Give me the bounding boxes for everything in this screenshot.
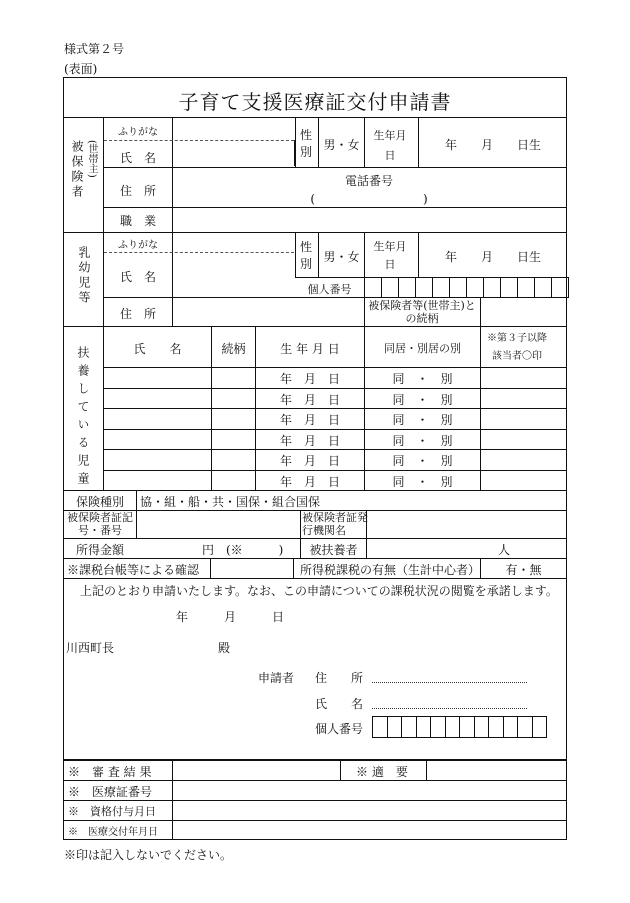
declaration-date[interactable]: 年 月 日 (176, 610, 285, 624)
infant-mynumber-label: 個人番号 (307, 283, 352, 296)
dependent-birth-date[interactable]: 年 月 日 (279, 474, 340, 489)
mynumber-digit-box[interactable] (488, 716, 504, 738)
insured-birth-label: 生年月日 (373, 129, 407, 162)
dependent-birth-date[interactable]: 年 月 日 (279, 392, 340, 407)
dependent-birth-date[interactable]: 年 月 日 (279, 454, 340, 468)
form-title: 子育て支援医療証交付申請書 (178, 90, 452, 114)
insured-sex-label: 性別 (299, 128, 312, 159)
declaration-text: 上記のとおり申請いたします。なお、この申請についての課税状況の閲覧を承諾します。 (80, 584, 558, 598)
mynumber-digit-box[interactable] (364, 277, 382, 298)
dependent-living-option[interactable]: 同 ・ 別 (392, 372, 453, 386)
insured-birth-date[interactable]: 年 月 日生 (444, 138, 541, 152)
mynumber-digit-box[interactable] (466, 277, 484, 298)
dependents-col-birth: 生 年 月 日 (280, 342, 340, 356)
mynumber-digit-box[interactable] (474, 716, 490, 738)
insured-furigana-label: ふりがな (118, 127, 158, 138)
applicant-address-label: 住 所 (315, 671, 364, 685)
addressee: 川西町長 (66, 641, 115, 655)
tax-status-label: 所得税課税の有無（生計中心者） (300, 563, 481, 577)
income-label: 所得金額 (75, 543, 124, 557)
mynumber-digit-box[interactable] (415, 277, 433, 298)
infant-birth-date[interactable]: 年 月 日生 (444, 250, 541, 264)
dependents-col-relation: 続柄 (221, 342, 246, 356)
insurance-card-label: 被保険者証記号・番号 (67, 511, 133, 537)
dependent-living-option[interactable]: 同 ・ 別 (392, 454, 453, 468)
applicant-address-field[interactable] (372, 682, 527, 683)
dependents-col-living: 同居・別居の別 (384, 342, 461, 355)
form-number: 様式第２号 (64, 42, 125, 56)
insured-sex-options[interactable]: 男・女 (323, 138, 360, 152)
infant-birth-label: 生年月日 (373, 240, 407, 271)
dependent-birth-date[interactable]: 年 月 日 (279, 413, 340, 427)
review-result-label: ※ 審 査 結 果 (68, 765, 152, 779)
mynumber-digit-box[interactable] (387, 716, 403, 738)
mynumber-digit-box[interactable] (432, 277, 450, 298)
mynumber-digit-box[interactable] (517, 716, 533, 738)
insured-job-label: 職 業 (119, 214, 156, 228)
honorific: 殿 (218, 641, 231, 655)
tax-status-options[interactable]: 有・無 (505, 563, 542, 577)
dependents-count-unit[interactable]: 人 (498, 543, 511, 557)
footer-note: ※印は記入しないでください。 (64, 848, 233, 862)
side-label: (表面) (64, 62, 98, 76)
infant-sex-options[interactable]: 男・女 (323, 250, 360, 264)
insured-name-label: 氏 名 (119, 151, 156, 165)
mynumber-digit-box[interactable] (503, 716, 519, 738)
mynumber-digit-box[interactable] (483, 277, 501, 298)
dependent-birth-date[interactable]: 年 月 日 (279, 433, 340, 448)
insured-group-sub: (世帯主) (86, 140, 97, 178)
insurance-type-options[interactable]: 協・組・船・共・国保・組合国保 (140, 495, 321, 509)
infant-address-label: 住 所 (119, 307, 156, 321)
applicant-name-label: 氏 名 (315, 697, 364, 711)
applicant-name-field[interactable] (372, 708, 527, 709)
infant-furigana-label: ふりがな (118, 240, 158, 251)
dependent-living-option[interactable]: 同 ・ 別 (392, 433, 453, 448)
mynumber-digit-box[interactable] (500, 277, 518, 298)
dependent-birth-date[interactable]: 年 月 日 (279, 372, 340, 386)
dependents-col-name: 氏 名 (133, 342, 182, 356)
cert-number-label: ※ 医療証番号 (68, 785, 153, 799)
mynumber-digit-box[interactable] (401, 716, 417, 738)
mynumber-digit-box[interactable] (534, 277, 552, 298)
insurance-issuer-label: 被保険者証発行機関名 (302, 511, 368, 537)
dependents-group-label: 扶養している児童 (76, 346, 90, 490)
insurance-type-label: 保険種別 (75, 495, 124, 509)
insured-phone-field[interactable]: ( ) (310, 192, 428, 206)
mynumber-digit-box[interactable] (416, 716, 432, 738)
mynumber-digit-box[interactable] (430, 716, 446, 738)
insured-phone-label: 電話番号 (344, 174, 393, 188)
insured-address-label: 住 所 (119, 184, 156, 198)
mynumber-digit-box[interactable] (445, 716, 461, 738)
insured-group-label: 被保険者 (70, 140, 84, 200)
insured-name-field[interactable] (172, 140, 295, 166)
applicant-label: 申請者 (258, 671, 295, 685)
mynumber-digit-box[interactable] (372, 716, 388, 738)
applicant-mynumber-label: 個人番号 (315, 722, 364, 736)
income-value[interactable]: 円 (※ ) (202, 543, 284, 557)
qualification-date-label: ※ 資格付与月日 (68, 805, 156, 818)
remarks-label: ※ 適 要 (356, 765, 408, 779)
mynumber-digit-box[interactable] (532, 716, 548, 738)
dependents-col-note: ※第３子以降該当者〇印 (487, 333, 547, 362)
mynumber-digit-box[interactable] (459, 716, 475, 738)
dependent-living-option[interactable]: 同 ・ 別 (392, 474, 453, 489)
infant-group-label: 乳幼児等 (77, 246, 91, 306)
tax-check-label: ※課税台帳等による確認 (67, 563, 200, 577)
mynumber-digit-box[interactable] (517, 277, 535, 298)
mynumber-digit-box[interactable] (551, 277, 569, 298)
infant-sex-label: 性別 (299, 240, 312, 271)
mynumber-digit-box[interactable] (449, 277, 467, 298)
issue-date-label: ※ 医療交付年月日 (68, 827, 158, 838)
mynumber-digit-box[interactable] (398, 277, 416, 298)
dependent-living-option[interactable]: 同 ・ 別 (392, 413, 453, 427)
infant-name-label: 氏 名 (119, 270, 156, 284)
mynumber-digit-box[interactable] (381, 277, 399, 298)
infant-relation-label: 被保険者等(世帯主)との続柄 (368, 299, 476, 325)
dependent-living-option[interactable]: 同 ・ 別 (392, 392, 453, 407)
dependents-count-label: 被扶養者 (309, 543, 358, 557)
